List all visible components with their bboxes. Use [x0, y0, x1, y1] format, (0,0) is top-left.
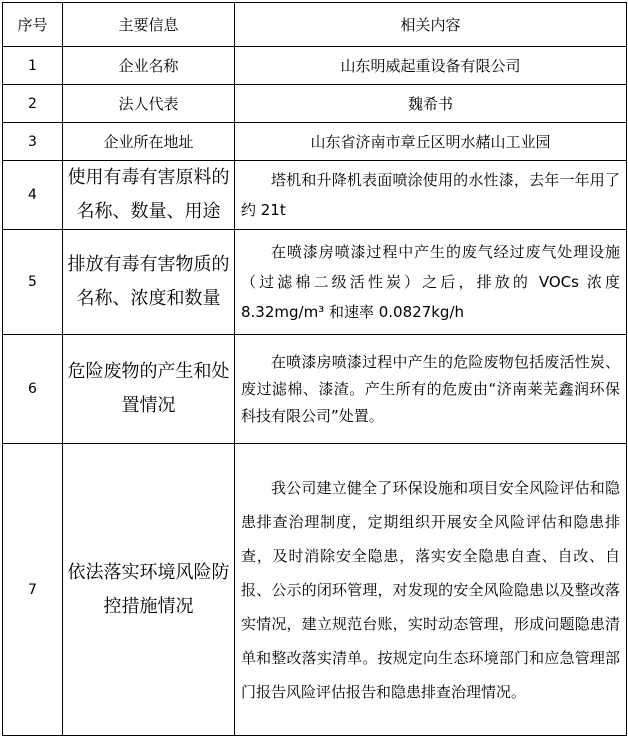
row-no: 5: [3, 230, 63, 335]
header-content: 相关内容: [235, 3, 627, 47]
row-item: 使用有毒有害原料的名称、数量、用途: [63, 161, 235, 230]
table-row: [3, 85, 627, 123]
row-content: [235, 335, 627, 444]
row-content: 山东明威起重设备有限公司: [235, 47, 627, 85]
row-item: 企业所在地址: [63, 123, 235, 161]
row-content-text: 我公司建立健全了环保设施和项目安全风险评估和隐患排查治理制度，定期组织开展安全风险评估和隐患排查，及时消除安全隐患，落实安全隐患自查、自改、自报、公示的闭环管理，对发现的安全风险隐患以及整改落实情况，建立规范台账，实时动态管理，形成问题隐患清单和整改落实清单。按规定向生态环境部门和应急管理部门报告风险评估报告和隐患排查治理情况。: [241, 478, 620, 701]
header-item: 主要信息: [63, 3, 235, 47]
info-table-container: [2, 2, 626, 736]
row-item: 依法落实环境风险防控措施情况: [63, 444, 235, 736]
row-no: 1: [3, 47, 63, 85]
row-content: 魏希书: [235, 85, 627, 123]
table-row: [3, 335, 627, 444]
row-item: 法人代表: [63, 85, 235, 123]
row-item: 危险废物的产生和处置情况: [63, 335, 235, 444]
row-content: [235, 444, 627, 736]
enterprise-info-table: [2, 2, 627, 736]
row-content: [235, 230, 627, 335]
table-row: [3, 230, 627, 335]
table-row: [3, 47, 627, 85]
row-content-text: 在喷漆房喷漆过程中产生的危险废物包括废活性炭、废过滤棉、漆渣。产生所有的危废由“济南莱芜鑫润环保科技有限公司”处置。: [241, 352, 620, 425]
row-no: 3: [3, 123, 63, 161]
row-item: 企业名称: [63, 47, 235, 85]
table-header-row: [3, 3, 627, 47]
row-no: 2: [3, 85, 63, 123]
row-item: 排放有毒有害物质的名称、浓度和数量: [63, 230, 235, 335]
row-no: 7: [3, 444, 63, 736]
table-row: [3, 123, 627, 161]
table-row: [3, 444, 627, 736]
row-no: 6: [3, 335, 63, 444]
row-content-text: 在喷漆房喷漆过程中产生的废气经过废气处理设施（过滤棉二级活性炭）之后，排放的 VOCs 浓度 8.32mg/m³ 和速率 0.0827kg/h: [241, 243, 620, 321]
header-no: 序号: [3, 3, 63, 47]
row-content: 山东省济南市章丘区明水赭山工业园: [235, 123, 627, 161]
row-no: 4: [3, 161, 63, 230]
row-content-text: 塔机和升降机表面喷涂使用的水性漆，去年一年用了约 21t: [241, 171, 620, 219]
row-content: [235, 161, 627, 230]
table-row: [3, 161, 627, 230]
